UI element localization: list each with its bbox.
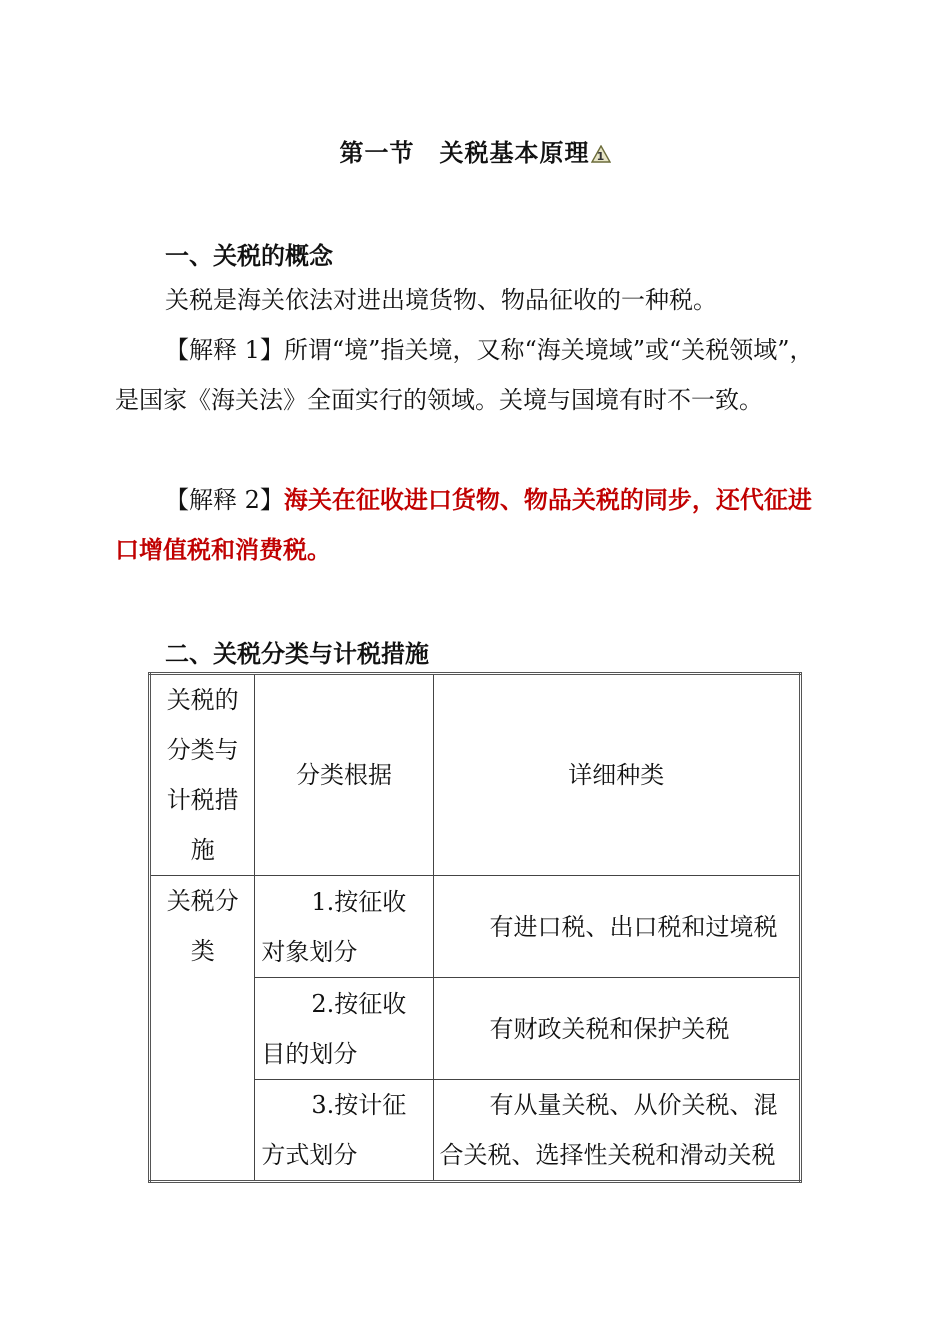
explanation-1-label: 【解释 1】 [165,336,284,364]
basis-cell: 2.按征收目的划分 [255,978,433,1080]
table-header-cell: 详细种类 [433,674,800,876]
classification-table [148,672,802,1183]
explanation-1-text: 所谓“境”指关境，又称“海关境域”或“关税领域”，是国家《海关法》全面实行的领域。关境与国境有时不一致。 [115,336,814,414]
page-title: 第一节 关税基本原理 1 [0,133,950,168]
definition-paragraph: 关税是海关依法对进出境货物、物品征收的一种税。 [165,286,717,314]
explanation-2 [115,475,835,575]
svg-text:1: 1 [596,150,605,163]
table-header-row [150,674,801,876]
explanation-2-label: 【解释 2】 [165,486,284,514]
group-label-cell: 关税分类 [150,876,255,1182]
table-header-cell: 关税的分类与计税措施 [150,674,255,876]
types-cell: 有进口税、出口税和过境税 [433,876,800,978]
section-heading-classification: 二、关税分类与计税措施 [165,639,429,668]
section-heading-concept: 一、关税的概念 [165,241,333,270]
explanation-1 [115,325,835,425]
basis-cell: 3.按计征方式划分 [255,1080,433,1182]
types-cell: 有财政关税和保护关税 [433,978,800,1080]
basis-cell: 1.按征收对象划分 [255,876,433,978]
explanation-2-text: 海关在征收进口货物、物品关税的同步，还代征进口增值税和消费税。 [115,485,812,564]
table-header-cell: 分类根据 [255,674,433,876]
table-row [150,876,801,978]
warning-icon [591,145,611,163]
types-cell: 有从量关税、从价关税、混合关税、选择性关税和滑动关税 [433,1080,800,1182]
